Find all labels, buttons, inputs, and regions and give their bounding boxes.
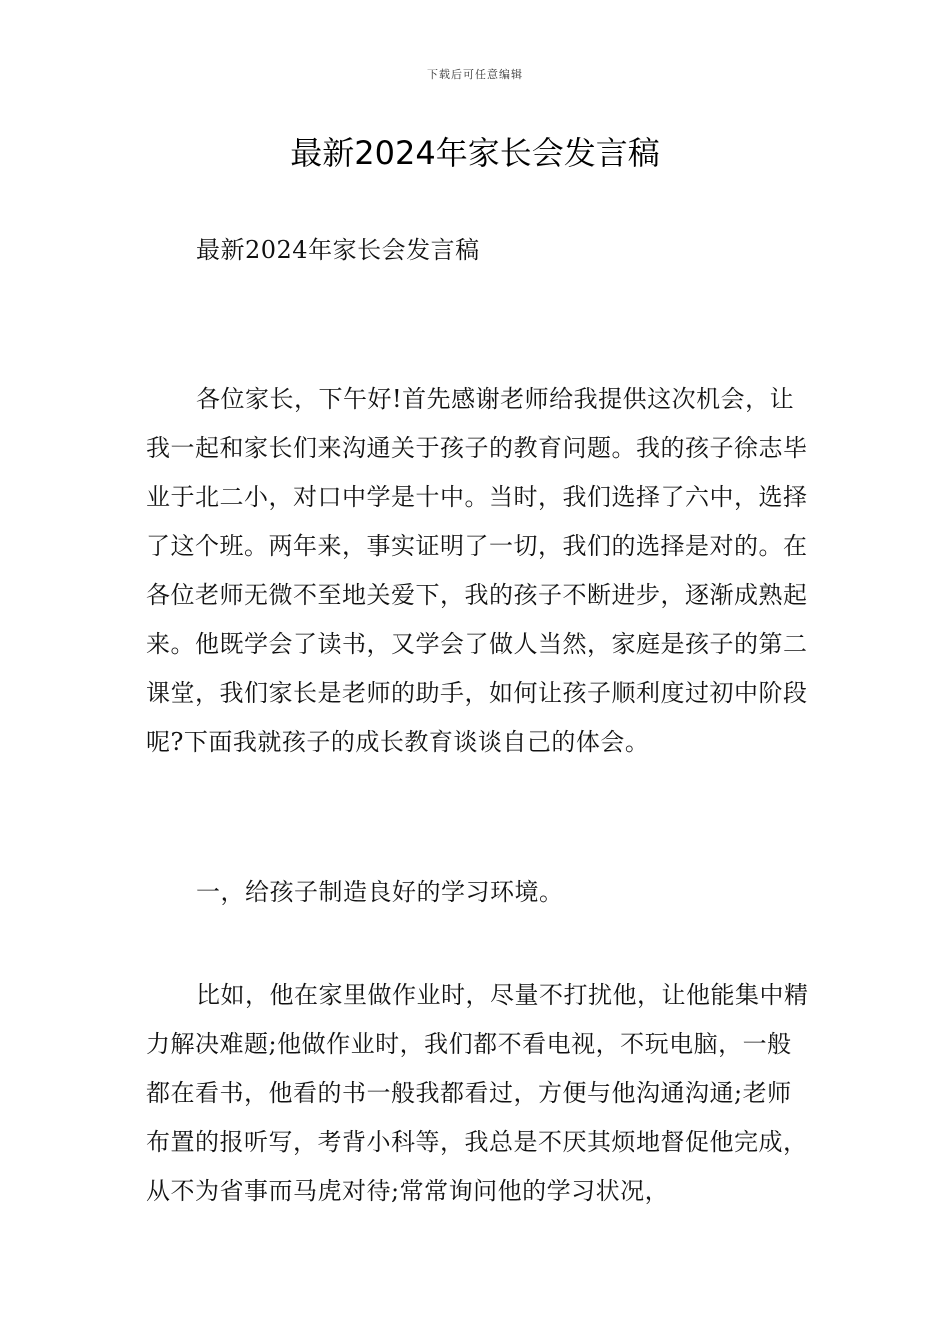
document-subtitle: 最新2024年家长会发言稿 <box>196 236 480 264</box>
section-heading-1: 一，给孩子制造良好的学习环境。 <box>196 878 564 906</box>
document-title: 最新2024年家长会发言稿 <box>290 134 660 172</box>
paragraph-environment: 比如，他在家里做作业时，尽量不打扰他，让他能集中精力解决难题;他做作业时，我们都不看电视，不玩电脑，一般都在看书，他看的书一般我都看过，方便与他沟通沟通;老师布置的报听写，考背小科等，我总是不厌其烦地督促他完成，从不为省事而马虎对待;常常询问他的学习状况， <box>146 981 809 1205</box>
paragraph-greeting: 各位家长，下午好!首先感谢老师给我提供这次机会，让我一起和家长们来沟通关于孩子的教育问题。我的孩子徐志毕业于北二小，对口中学是十中。当时，我们选择了六中，选择了这个班。两年来，事实证明了一切，我们的选择是对的。在各位老师无微不至地关爱下，我的孩子不断进步，逐渐成熟起来。他既学会了读书，又学会了做人当然，家庭是孩子的第二课堂，我们家长是老师的助手，如何让孩子顺利度过初中阶段呢?下面我就孩子的成长教育谈谈自己的体会。 <box>146 385 808 756</box>
header-note: 下载后可任意编辑 <box>427 68 523 81</box>
